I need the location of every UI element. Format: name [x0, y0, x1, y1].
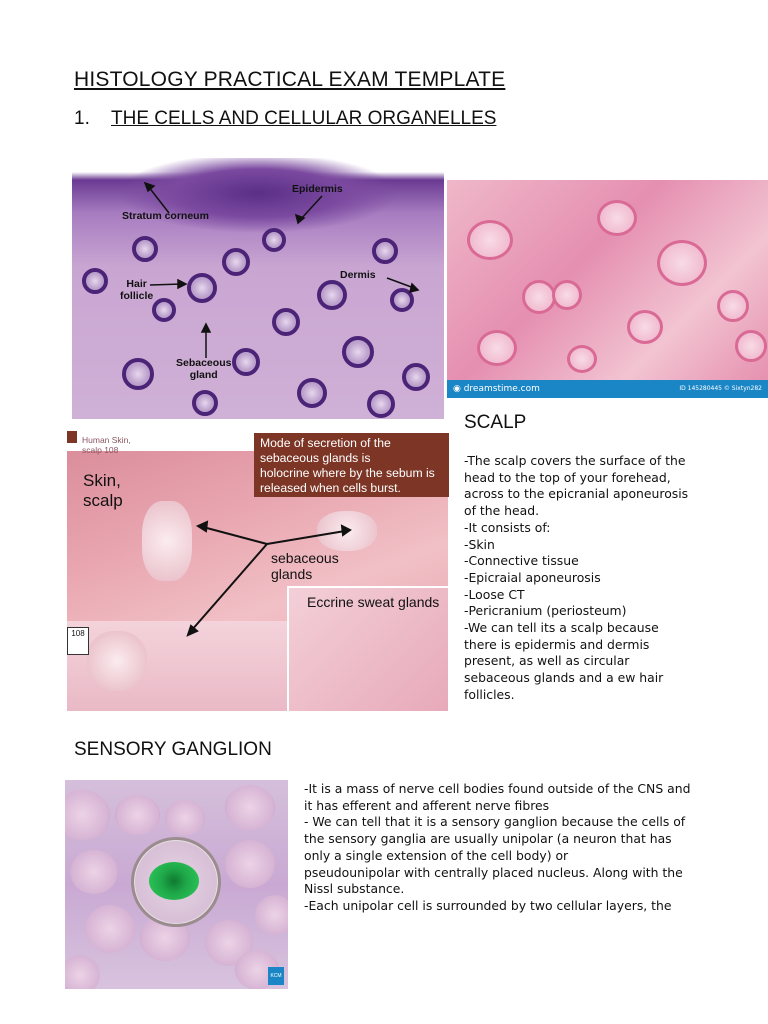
scalp-line: -Epicraial aponeurosis: [464, 569, 601, 585]
skin-scalp-label-line1: Skin,: [83, 471, 121, 490]
label-sebaceous-gland: [176, 357, 231, 381]
sensory-line: pseudounipolar with centrally placed nucleus. Along with the: [304, 864, 683, 880]
sensory-ganglion-micrograph: [65, 780, 288, 989]
holocrine-note-line1: Mode of secretion of the: [260, 436, 391, 450]
sebaceous-glands-label: [271, 550, 339, 582]
scalp-micrograph-stock: [447, 180, 768, 398]
sebaceous-glands-line2: glands: [271, 566, 313, 582]
scalp-description: [464, 453, 688, 704]
label-hair-follicle: [120, 278, 153, 302]
scalp-line: of the head.: [464, 503, 540, 519]
scalp-line: across to the epicranial aponeurosis: [464, 486, 689, 502]
watermark-bar: [447, 380, 768, 398]
section-number: 1.: [74, 108, 90, 129]
sensory-line: the sensory ganglia are usually unipolar (a neuron that has: [304, 831, 672, 847]
scalp-heading: SCALP: [464, 412, 527, 433]
sensory-line: -It is a mass of nerve cell bodies found outside of the CNS and: [304, 781, 691, 796]
section-heading: [74, 108, 496, 130]
ganglion-badge: KCM: [268, 967, 284, 985]
watermark-text: dreamstime.com: [463, 384, 540, 394]
scalp-line: present, as well as circular: [464, 653, 630, 669]
scale-marker: 108: [67, 627, 89, 655]
camera-icon: ◉: [453, 384, 464, 394]
section-title: THE CELLS AND CELLULAR ORGANELLES: [111, 108, 497, 129]
holocrine-note-line3: holocrine where by the sebum is: [260, 466, 435, 480]
sensory-ganglion-heading: SENSORY GANGLION: [74, 739, 272, 760]
watermark-id: ID 145280445 © Sixtyn282: [679, 385, 762, 392]
scalp-line: -It consists of:: [464, 519, 551, 535]
skin-scalp-label-line2: scalp: [83, 491, 123, 510]
scalp-line: there is epidermis and dermis: [464, 636, 650, 652]
figure3-caption-line2: scalp 108: [82, 445, 119, 455]
label-hair-follicle-line2: follicle: [120, 290, 154, 302]
skin-micrograph-labeled: [72, 158, 444, 419]
eccrine-sweat-glands-label: Eccrine sweat glands: [307, 594, 440, 610]
holocrine-note: [254, 433, 449, 497]
label-sebaceous-line1: Sebaceous: [176, 357, 232, 369]
sensory-ganglion-description: [304, 781, 690, 915]
scalp-line: -Pericranium (periosteum): [464, 603, 627, 619]
label-epidermis: Epidermis: [292, 183, 343, 195]
document-title: HISTOLOGY PRACTICAL EXAM TEMPLATE: [74, 68, 506, 91]
sensory-line: Nissl substance.: [304, 881, 405, 897]
scalp-line: -Skin: [464, 536, 495, 552]
label-hair-follicle-line1: Hair: [126, 278, 147, 290]
scalp-line: -Loose CT: [464, 586, 525, 602]
scalp-line: follicles.: [464, 686, 515, 702]
label-sebaceous-line2: gland: [189, 369, 218, 381]
scalp-line: -We can tell its a scalp because: [464, 620, 659, 636]
sensory-line: only a single extension of the cell body) or: [304, 847, 569, 863]
scalp-line: sebaceous glands and a ew hair: [464, 670, 664, 686]
scalp-line: -The scalp covers the surface of the: [464, 453, 686, 468]
holocrine-note-line4: released when cells burst.: [260, 481, 401, 495]
holocrine-note-line2: sebaceous glands is: [260, 451, 371, 465]
scalp-line: head to the top of your forehead,: [464, 469, 671, 485]
sensory-line: it has efferent and afferent nerve fibres: [304, 797, 550, 813]
scalp-line: -Connective tissue: [464, 553, 579, 569]
sensory-line: -Each unipolar cell is surrounded by two cellular layers, the: [304, 897, 672, 913]
figure3-caption-line1: Human Skin,: [82, 435, 131, 445]
sebaceous-glands-line1: sebaceous: [271, 550, 339, 566]
label-stratum-corneum: Stratum corneum: [122, 210, 209, 222]
label-dermis: Dermis: [340, 269, 376, 281]
sensory-line: - We can tell that it is a sensory ganglion because the cells of: [304, 814, 686, 830]
